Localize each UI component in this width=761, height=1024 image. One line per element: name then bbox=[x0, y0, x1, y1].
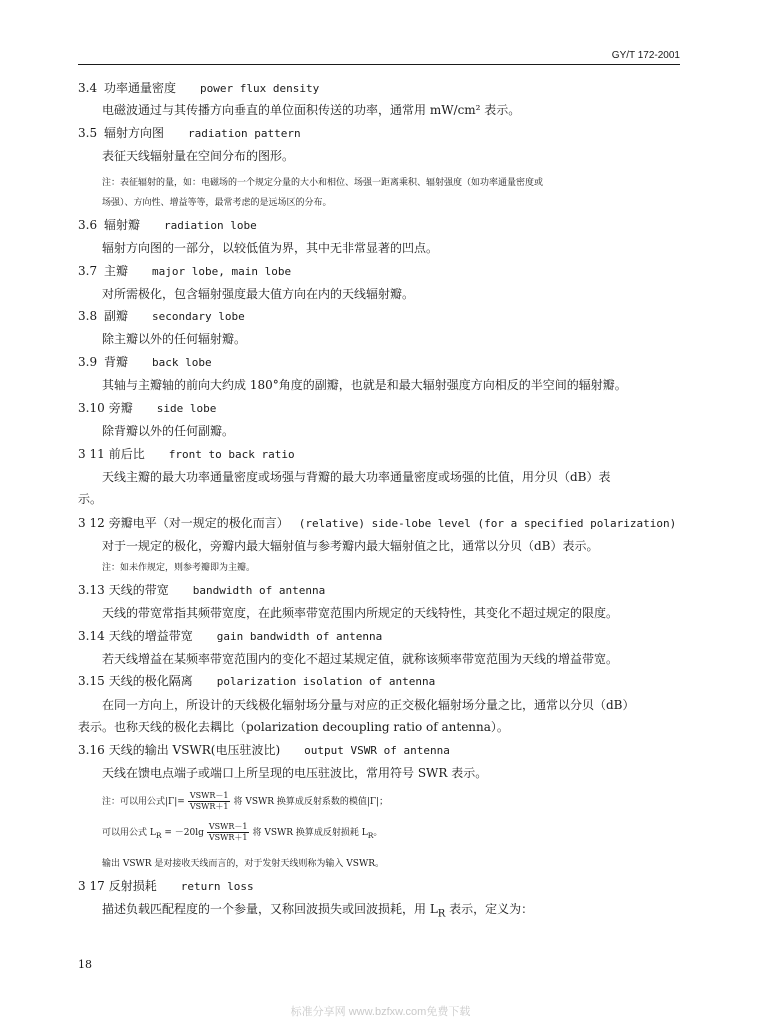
fraction-numerator: VSWR－1 bbox=[189, 791, 229, 800]
term-number: 3.7 bbox=[78, 264, 98, 278]
term-3-9-heading bbox=[78, 354, 212, 371]
term-zh: 主瓣 bbox=[104, 264, 129, 278]
header-standard-code: GY/T 172-2001 bbox=[611, 50, 680, 61]
page-number: 18 bbox=[78, 958, 92, 971]
term-3-12-heading bbox=[78, 515, 676, 532]
formula-2-fraction bbox=[207, 822, 250, 843]
term-en: bandwidth of antenna bbox=[192, 584, 326, 597]
term-number: 3.16 bbox=[78, 743, 105, 757]
term-3-7-heading bbox=[78, 263, 291, 280]
term-number: 3.4 bbox=[78, 81, 98, 95]
fraction-denominator: VSWR＋1 bbox=[189, 802, 229, 811]
fraction-denominator: VSWR＋1 bbox=[208, 833, 248, 842]
term-zh: 旁瓣 bbox=[108, 401, 133, 415]
term-3-5-heading bbox=[78, 125, 301, 142]
term-3-8-heading bbox=[78, 308, 245, 325]
site-watermark: 标准分享网 www.bzfxw.com免费下载 bbox=[290, 1006, 471, 1018]
term-zh: 天线的增益带宽 bbox=[108, 629, 193, 643]
term-3-12-definition: 对于一规定的极化，旁瓣内最大辐射值与参考瓣内最大辐射值之比，通常以分贝（dB）表示。 bbox=[102, 539, 599, 553]
term-en: secondary lobe bbox=[152, 310, 245, 323]
term-en: radiation pattern bbox=[188, 127, 301, 140]
term-zh: 天线的极化隔离 bbox=[108, 674, 193, 688]
term-3-11-heading bbox=[78, 446, 295, 463]
term-3-8-definition: 除主瓣以外的任何辐射瓣。 bbox=[102, 332, 247, 346]
formula-2-suffix: 将 VSWR 换算成反射损耗 L bbox=[252, 828, 368, 838]
formula-2-prefix: 可以用公式 L bbox=[102, 828, 156, 838]
term-number: 3.15 bbox=[78, 674, 105, 688]
term-3-13-heading bbox=[78, 582, 325, 599]
term-3-12-note: 注：如未作规定，则参考瓣即为主瓣。 bbox=[102, 563, 256, 573]
term-en: major lobe, main lobe bbox=[152, 265, 292, 278]
term-en: front to back ratio bbox=[168, 448, 295, 461]
term-3-15-heading bbox=[78, 673, 435, 690]
term-3-9-definition: 其轴与主瓣轴的前向大约成 180°角度的副瓣，也就是和最大辐射强度方向相反的半空间的辐射瓣。 bbox=[102, 378, 627, 392]
term-zh: 辐射方向图 bbox=[104, 126, 165, 140]
term-3-7-definition: 对所需极化，包含辐射强度最大值方向在内的天线辐射瓣。 bbox=[102, 287, 415, 301]
term-3-5-definition: 表征天线辐射量在空间分布的图形。 bbox=[102, 149, 295, 163]
term-number: 3.14 bbox=[78, 629, 105, 643]
formula-2-operator: = －20lg bbox=[161, 828, 204, 838]
term-number: 3.6 bbox=[78, 218, 98, 232]
definition-subscript: R bbox=[437, 908, 446, 920]
term-en: output VSWR of antenna bbox=[304, 744, 450, 757]
term-3-15-definition-line-1: 在同一方向上，所设计的天线极化辐射场分量与对应的正交极化辐射场分量之比，通常以分贝（dB） bbox=[102, 698, 635, 712]
term-3-5-note-line-2: 场强）、方向性、增益等等，最常考虑的是远场区的分布。 bbox=[102, 198, 332, 208]
term-zh: 旁瓣电平（对一规定的极化而言） bbox=[108, 516, 289, 530]
term-3-16-note-3: 输出 VSWR 是对接收天线而言的，对于发射天线则称为输入 VSWR。 bbox=[102, 859, 384, 869]
term-3-4-heading bbox=[78, 80, 319, 97]
term-3-5-note-line-1: 注：表征辐射的量，如：电磁场的一个规定分量的大小和相位、场强一距离乘积、辐射强度（如功率通量密度或 bbox=[102, 178, 544, 188]
term-zh: 反射损耗 bbox=[108, 879, 157, 893]
term-3-14-heading bbox=[78, 628, 382, 645]
formula-2-end: 。 bbox=[373, 828, 383, 838]
term-3-11-definition-line-1: 天线主瓣的最大功率通量密度或场强与背瓣的最大功率通量密度或场强的比值，用分贝（dB）表 bbox=[102, 470, 611, 484]
term-en: (relative) side-lobe level (for a specified polarization) bbox=[298, 517, 677, 530]
term-number: 3.13 bbox=[78, 583, 105, 597]
term-3-10-definition: 除背瓣以外的任何副瓣。 bbox=[102, 424, 235, 438]
term-3-16-note-formula-1 bbox=[102, 791, 388, 812]
term-en: side lobe bbox=[156, 402, 217, 415]
term-en: power flux density bbox=[200, 82, 320, 95]
term-3-16-note-formula-2 bbox=[102, 822, 382, 843]
fraction-numerator: VSWR－1 bbox=[208, 822, 248, 831]
term-number: 3 11 bbox=[78, 447, 105, 461]
term-en: polarization isolation of antenna bbox=[216, 675, 436, 688]
formula-1-prefix: 注：可以用公式|Γ|= bbox=[102, 797, 185, 807]
term-3-17-heading bbox=[78, 878, 254, 895]
term-3-16-heading bbox=[78, 742, 450, 759]
term-3-10-heading bbox=[78, 400, 216, 417]
term-en: back lobe bbox=[152, 356, 212, 369]
term-zh: 天线的输出 VSWR(电压驻波比) bbox=[108, 743, 281, 757]
definition-text: 描述负载匹配程度的一个参量，又称回波损失或回波损耗，用 L bbox=[102, 902, 438, 916]
term-zh: 功率通量密度 bbox=[104, 81, 177, 95]
formula-1-suffix: 将 VSWR 换算成反射系数的模值|Γ|； bbox=[233, 797, 389, 807]
term-3-16-definition: 天线在馈电点端子或端口上所呈现的电压驻波比，常用符号 SWR 表示。 bbox=[102, 766, 488, 780]
term-en: radiation lobe bbox=[164, 219, 257, 232]
term-3-6-heading bbox=[78, 217, 257, 234]
term-number: 3 17 bbox=[78, 879, 105, 893]
term-zh: 辐射瓣 bbox=[104, 218, 141, 232]
term-number: 3 12 bbox=[78, 516, 105, 530]
term-3-13-definition: 天线的带宽常指其频带宽度，在此频率带宽范围内所规定的天线特性，其变化不超过规定的限度。 bbox=[102, 606, 619, 620]
term-3-6-definition: 辐射方向图的一部分，以较低值为界，其中无非常显著的凹点。 bbox=[102, 241, 439, 255]
term-3-11-definition-line-2: 示。 bbox=[78, 492, 103, 506]
term-3-14-definition: 若天线增益在某频率带宽范围内的变化不超过某规定值，就称该频率带宽范围为天线的增益带宽。 bbox=[102, 652, 619, 666]
term-en: gain bandwidth of antenna bbox=[216, 630, 383, 643]
formula-2-suffix-subscript: R bbox=[367, 830, 374, 840]
term-zh: 背瓣 bbox=[104, 355, 129, 369]
definition-text-end: 表示，定义为： bbox=[445, 902, 534, 916]
formula-2-subscript: R bbox=[155, 830, 162, 840]
term-number: 3.8 bbox=[78, 309, 98, 323]
term-zh: 前后比 bbox=[108, 447, 145, 461]
term-number: 3.10 bbox=[78, 401, 105, 415]
term-3-15-definition-line-2: 表示。也称天线的极化去耦比（polarization decoupling ratio of antenna）。 bbox=[78, 720, 509, 734]
term-number: 3.9 bbox=[78, 355, 98, 369]
term-zh: 副瓣 bbox=[104, 309, 129, 323]
term-3-17-definition bbox=[102, 901, 533, 922]
term-3-4-definition: 电磁波通过与其传播方向垂直的单位面积传送的功率，通常用 mW/cm² 表示。 bbox=[102, 103, 521, 117]
term-zh: 天线的带宽 bbox=[108, 583, 169, 597]
term-en: return loss bbox=[180, 880, 254, 893]
term-number: 3.5 bbox=[78, 126, 98, 140]
formula-1-fraction bbox=[188, 791, 231, 812]
